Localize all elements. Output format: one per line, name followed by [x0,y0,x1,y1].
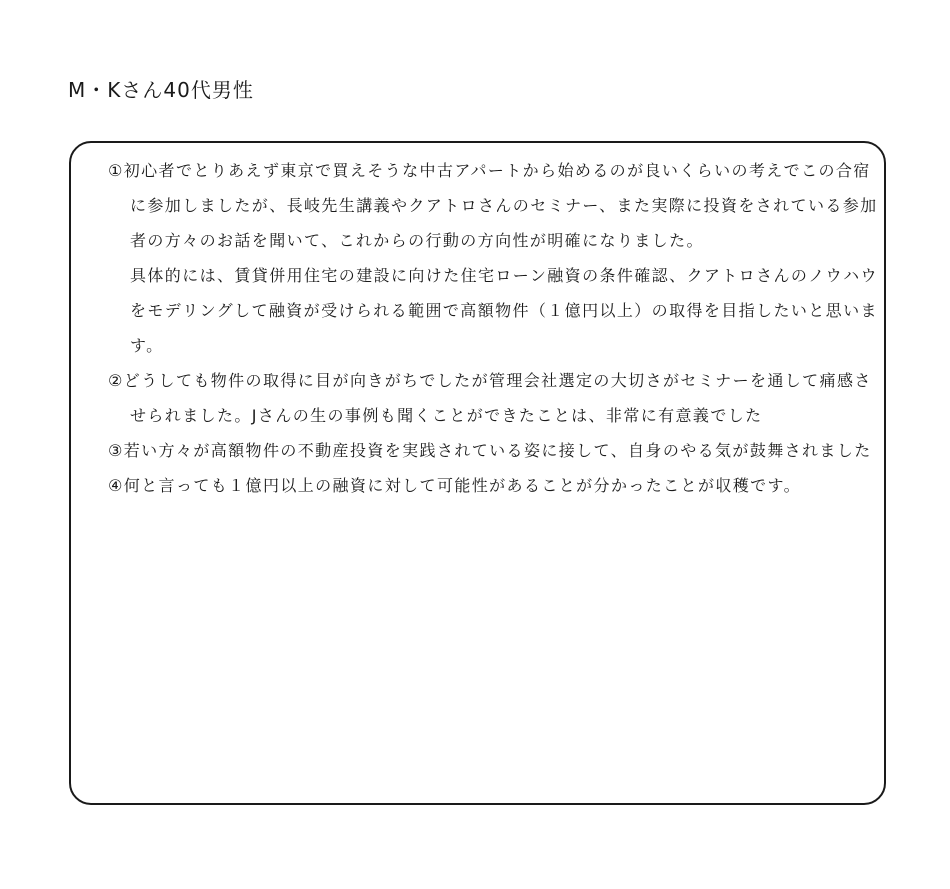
testimonial-item-3: ③若い方々が高額物件の不動産投資を実践されている姿に接して、自身のやる気が鼓舞されました [108,441,872,460]
testimonial-item-4: ④何と言っても１億円以上の融資に対して可能性があることが分かったことが収穫です。 [108,476,802,495]
testimonial-item-1-detail: 具体的には、賃貸併用住宅の建設に向けた住宅ローン融資の条件確認、クアトロさんのノウハウをモデリングして融資が受けられる範囲で高額物件（１億円以上）の取得を目指したいと思います。 [130,266,878,355]
testimonial-item-1: ①初心者でとりあえず東京で買えそうな中古アパートから始めるのが良いくらいの考えでこの合宿に参加しましたが、長岐先生講義やクアトロさんのセミナー、また実際に投資をされている参加者の方々のお話を聞いて、これからの行動の方向性が明確になりました。 [108,161,878,250]
testimonial-item-2: ②どうしても物件の取得に目が向きがちでしたが管理会社選定の大切さがセミナーを通して痛感させられました。Jさんの生の事例も聞くことができたことは、非常に有意義でした [108,371,872,425]
page-title: M・Kさん40代男性 [68,78,254,102]
testimonial-body [108,153,878,503]
